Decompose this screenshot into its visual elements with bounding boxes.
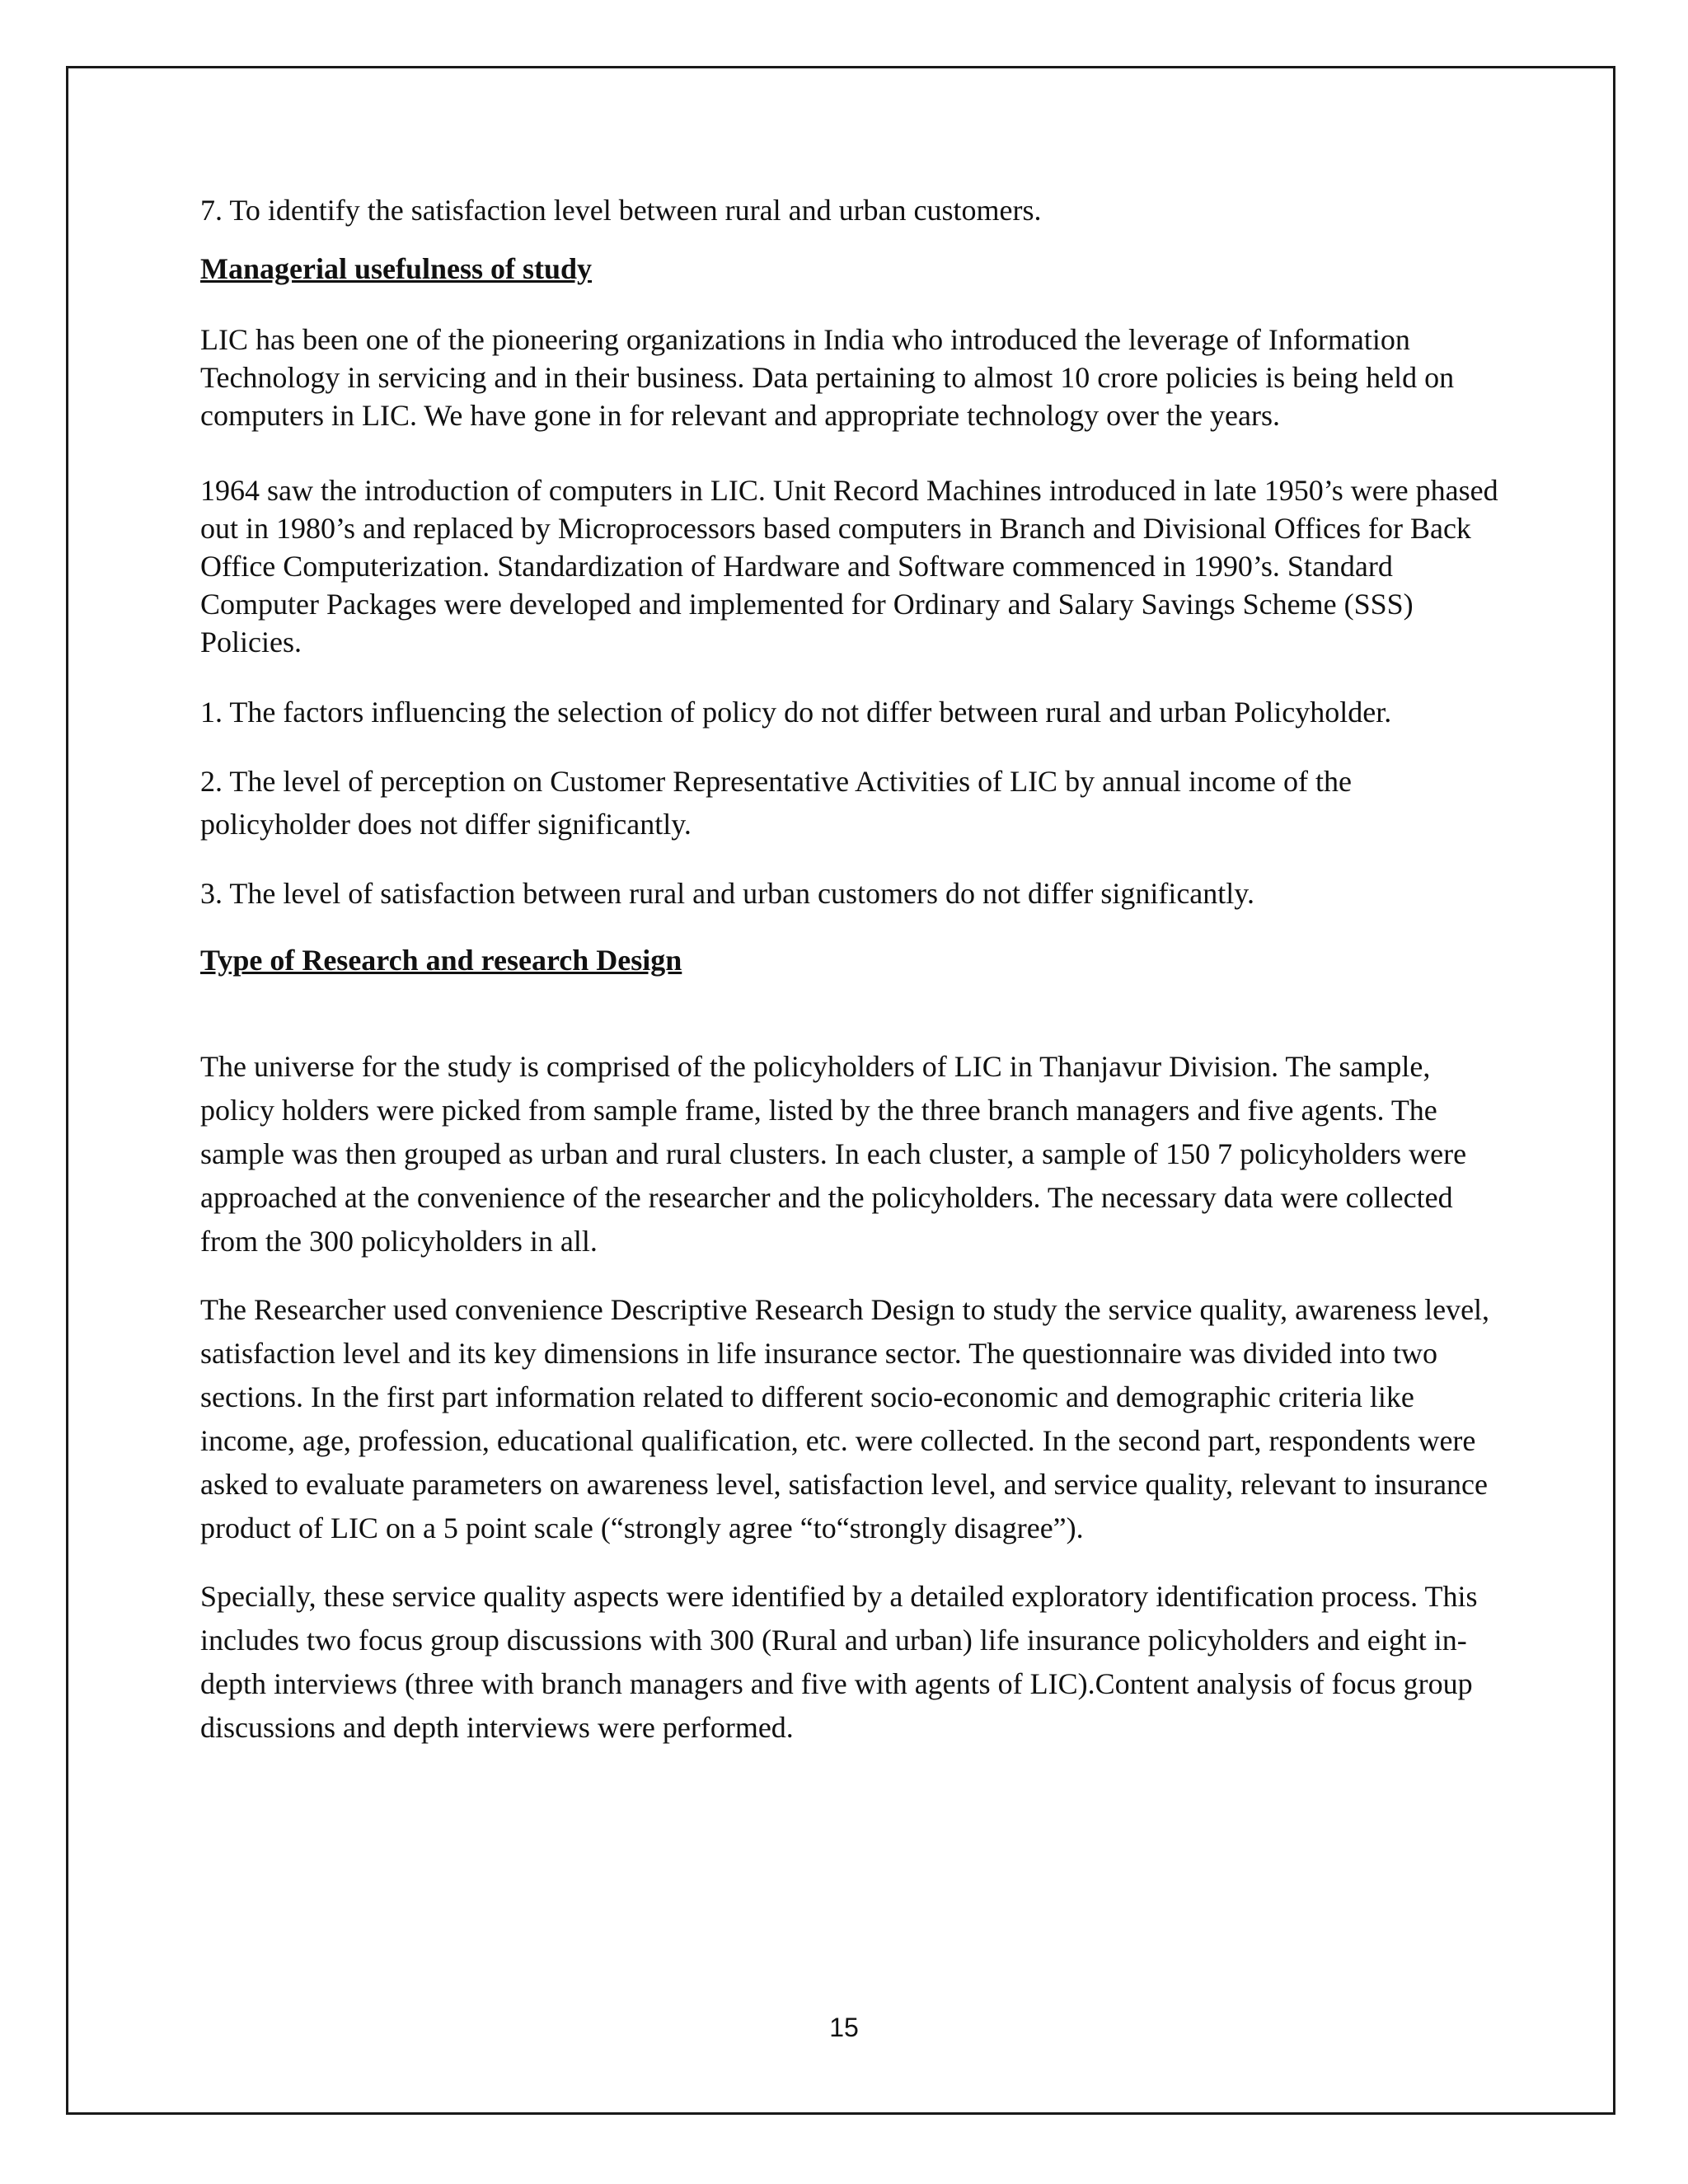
page-content: [200, 191, 1503, 1750]
hypothesis-1: 1. The factors influencing the selection of policy do not differ between rural and urban Policyholder.: [200, 696, 1392, 729]
heading-research-design: Type of Research and research Design: [200, 944, 682, 977]
paragraph-lic-pioneer: LIC has been one of the pioneering organizations in India who introduced the leverage of Information Technology in servicing and in their business. Data pertaining to almost 10 crore policies is being held on computers in LIC. We have gone in for relevant and appropriate technology over the years.: [200, 323, 1455, 432]
hypothesis-2: 2. The level of perception on Customer Representative Activities of LIC by annual income of the policyholder does not differ significantly.: [200, 765, 1352, 841]
paragraph-universe: The universe for the study is comprised of the policyholders of LIC in Thanjavur Division. The sample, policy holders were picked from sample frame, listed by the three branch managers and five agents. The sample was then grouped as urban and rural clusters. In each cluster, a sample of 150 7 policyholders were approached at the convenience of the researcher and the policyholders. The necessary data were collected from the 300 policyholders in all.: [200, 1050, 1467, 1258]
objective-7: 7. To identify the satisfaction level between rural and urban customers.: [200, 194, 1042, 227]
page-number: 15: [829, 2013, 859, 2042]
paragraph-specially: Specially, these service quality aspects were identified by a detailed exploratory identification process. This includes two focus group discussions with 300 (Rural and urban) life insurance policyholders and eight in-depth interviews (three with branch managers and five with agents of LIC).Content analysis of focus group discussions and depth interviews were performed.: [200, 1580, 1478, 1744]
paragraph-computers-1964: 1964 saw the introduction of computers in LIC. Unit Record Machines introduced in late 1950’s were phased out in 1980’s and replaced by Microprocessors based computers in Branch and Divisional Offices for Back Office Computerization. Standardization of Hardware and Software commenced in 1990’s. Standard Computer Packages were developed and implemented for Ordinary and Salary Savings Scheme (SSS) Policies.: [200, 474, 1498, 658]
hypothesis-3: 3. The level of satisfaction between rural and urban customers do not differ significantly.: [200, 877, 1254, 910]
paragraph-researcher: The Researcher used convenience Descriptive Research Design to study the service quality, awareness level, satisfaction level and its key dimensions in life insurance sector. The questionnaire was divided into two sections. In the first part information related to different socio-economic and demographic criteria like income, age, profession, educational qualification, etc. were collected. In the second part, respondents were asked to evaluate parameters on awareness level, satisfaction level, and service quality, relevant to insurance product of LIC on a 5 point scale (“strongly agree “to“strongly disagree”).: [200, 1293, 1490, 1544]
heading-managerial-usefulness: Managerial usefulness of study: [200, 252, 593, 285]
